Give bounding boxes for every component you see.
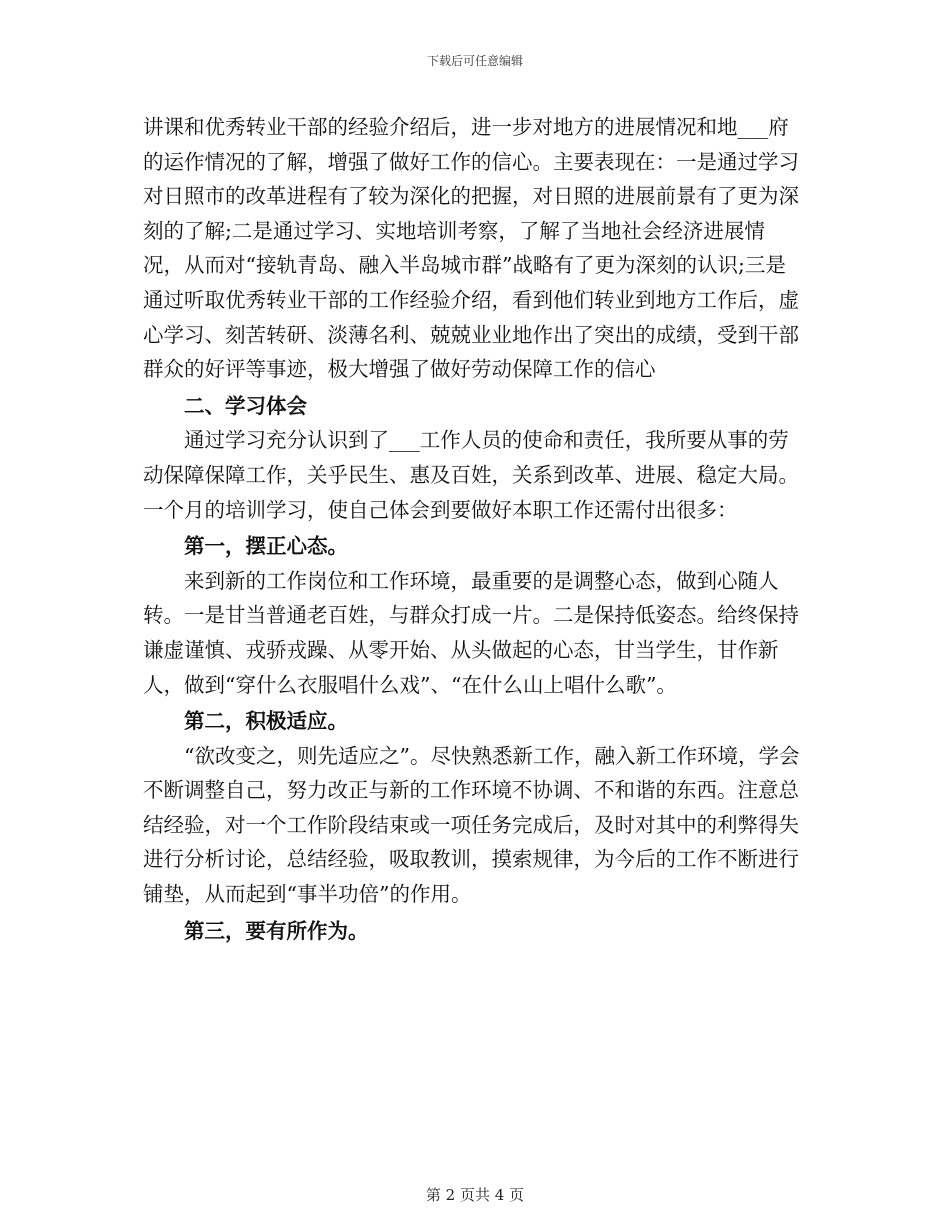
paragraph-second: “欲改变之，则先适应之”。尽快熟悉新工作，融入新工作环境，学会不断调整自己，努力改正与新的工作环境不协调、不和谐的东西。注意总结经验，对一个工作阶段结束或一项任务完成后，及时对其中的利弊得失进行分析讨论，总结经验，吸取教训，摸索规律，为今后的工作不断进行铺垫，从而起到“事半功倍”的作用。 (143, 743, 800, 907)
paragraph-study-experience: 通过学习充分认识到了___工作人员的使命和责任，我所要从事的劳动保障保障工作，关乎民生、惠及百姓，关系到改革、进展、稳定大局。一个月的培训学习，使自己体会到要做好本职工作还需付出很多： (143, 428, 799, 522)
paragraph-continuation: 讲课和优秀转业干部的经验介绍后，进一步对地方的进展情况和地___府的运作情况的了解，增强了做好工作的信心。主要表现在：一是通过学习对日照市的改革进程有了较为深化的把握，对日照的进展前景有了更为深刻的了解;二是通过学习、实地培训考察，了解了当地社会经济进展情况，从而对“接轨青岛、融入半岛城市群”战略有了更为深刻的认识;三是通过听取优秀转业干部的工作经验介绍，看到他们转业到地方工作后，虚心学习、刻苦转研、淡薄名利、兢兢业业地作出了突出的成绩，受到干部群众的好评等事迹，极大增强了做好劳动保障工作的信心 (143, 115, 799, 382)
paragraph-first: 来到新的工作岗位和工作环境，最重要的是调整心态，做到心随人转。一是甘当普通老百姓，与群众打成一片。二是保持低姿态。给终保持谦虚谨慎、戎骄戎躁、从零开始、从头做起的心态，甘当学生，甘作新人，做到“穿什么衣服唱什么戏”、“在什么山上唱什么歌”。 (143, 568, 799, 697)
document-body (143, 110, 803, 948)
section-heading-study-experience: 二、学习体会 (184, 393, 307, 418)
page-number-footer: 第 2 页共 4 页 (425, 1186, 525, 1204)
subheading-first: 第一，摆正心态。 (184, 534, 348, 559)
subheading-third: 第三，要有所作为。 (184, 918, 369, 943)
subheading-second: 第二，积极适应。 (184, 709, 348, 734)
page-header: 下载后可任意编辑 (426, 54, 523, 68)
